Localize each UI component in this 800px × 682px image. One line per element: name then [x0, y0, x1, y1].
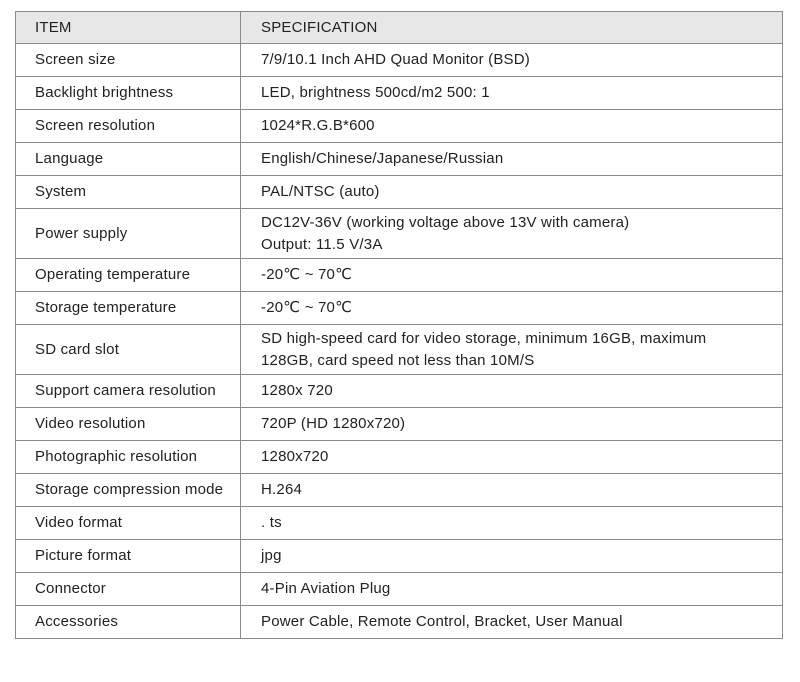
- table-row: [16, 209, 783, 259]
- item-cell: Screen size: [16, 44, 241, 77]
- specification-cell: [241, 375, 783, 408]
- specification-line: 128GB, card speed not less than 10M/S: [261, 351, 535, 369]
- specification-cell: [241, 441, 783, 474]
- table-row: [16, 44, 783, 77]
- table-row: [16, 441, 783, 474]
- item-cell: Storage temperature: [16, 292, 241, 325]
- specification-line: Output: 11.5 V/3A: [261, 235, 383, 253]
- specification-cell: [241, 474, 783, 507]
- table-body: [16, 44, 783, 639]
- specification-line: 720P (HD 1280x720): [261, 415, 406, 432]
- item-cell: Storage compression mode: [16, 474, 241, 507]
- specification-line: Power Cable, Remote Control, Bracket, User Manual: [261, 613, 623, 630]
- specification-cell: [241, 44, 783, 77]
- header-row: [16, 12, 783, 44]
- header-item: ITEM: [16, 12, 241, 44]
- item-cell: Backlight brightness: [16, 77, 241, 110]
- item-cell: Video format: [16, 507, 241, 540]
- table-row: [16, 143, 783, 176]
- specification-cell: [241, 573, 783, 606]
- specification-line: 4-Pin Aviation Plug: [261, 580, 391, 597]
- specification-cell: [241, 408, 783, 441]
- table-row: [16, 325, 783, 375]
- specification-cell: [241, 606, 783, 639]
- specification-cell: [241, 292, 783, 325]
- specification-cell: [241, 325, 783, 375]
- table-row: [16, 375, 783, 408]
- specification-cell: [241, 110, 783, 143]
- specification-line: PAL/NTSC (auto): [261, 183, 380, 200]
- header-specification: SPECIFICATION: [241, 12, 783, 44]
- specification-cell: [241, 209, 783, 259]
- item-cell: Screen resolution: [16, 110, 241, 143]
- specification-cell: [241, 259, 783, 292]
- specification-line: 1024*R.G.B*600: [261, 117, 375, 134]
- table-row: [16, 110, 783, 143]
- item-cell: System: [16, 176, 241, 209]
- specification-line: LED, brightness 500cd/m2 500: 1: [261, 84, 490, 101]
- item-cell: Picture format: [16, 540, 241, 573]
- table-row: [16, 259, 783, 292]
- table-header: [16, 12, 783, 44]
- specification-line: -20℃ ~ 70℃: [261, 299, 353, 316]
- table-row: [16, 507, 783, 540]
- specification-line: H.264: [261, 481, 303, 498]
- item-cell: SD card slot: [16, 325, 241, 375]
- specification-line: DC12V-36V (working voltage above 13V with camera): [261, 213, 630, 231]
- item-cell: Connector: [16, 573, 241, 606]
- specification-line: 1280x720: [261, 448, 329, 465]
- item-cell: Accessories: [16, 606, 241, 639]
- specification-line: -20℃ ~ 70℃: [261, 266, 353, 283]
- item-cell: Power supply: [16, 209, 241, 259]
- specification-cell: [241, 77, 783, 110]
- table-row: [16, 77, 783, 110]
- specification-line: SD high-speed card for video storage, minimum 16GB, maximum: [261, 329, 707, 347]
- table-row: [16, 292, 783, 325]
- specification-line: 1280x 720: [261, 382, 333, 399]
- table-row: [16, 474, 783, 507]
- item-cell: Language: [16, 143, 241, 176]
- specification-cell: [241, 143, 783, 176]
- item-cell: Operating temperature: [16, 259, 241, 292]
- specification-line: 7/9/10.1 Inch AHD Quad Monitor (BSD): [261, 51, 530, 68]
- specification-line: English/Chinese/Japanese/Russian: [261, 150, 504, 167]
- table-row: [16, 540, 783, 573]
- specification-table: [15, 11, 783, 639]
- specification-cell: [241, 540, 783, 573]
- specification-line: jpg: [261, 547, 282, 564]
- table-row: [16, 573, 783, 606]
- table-row: [16, 408, 783, 441]
- table-row: [16, 606, 783, 639]
- item-cell: Support camera resolution: [16, 375, 241, 408]
- table-row: [16, 176, 783, 209]
- item-cell: Photographic resolution: [16, 441, 241, 474]
- item-cell: Video resolution: [16, 408, 241, 441]
- specification-cell: [241, 507, 783, 540]
- specification-cell: [241, 176, 783, 209]
- specification-line: . ts: [261, 514, 282, 531]
